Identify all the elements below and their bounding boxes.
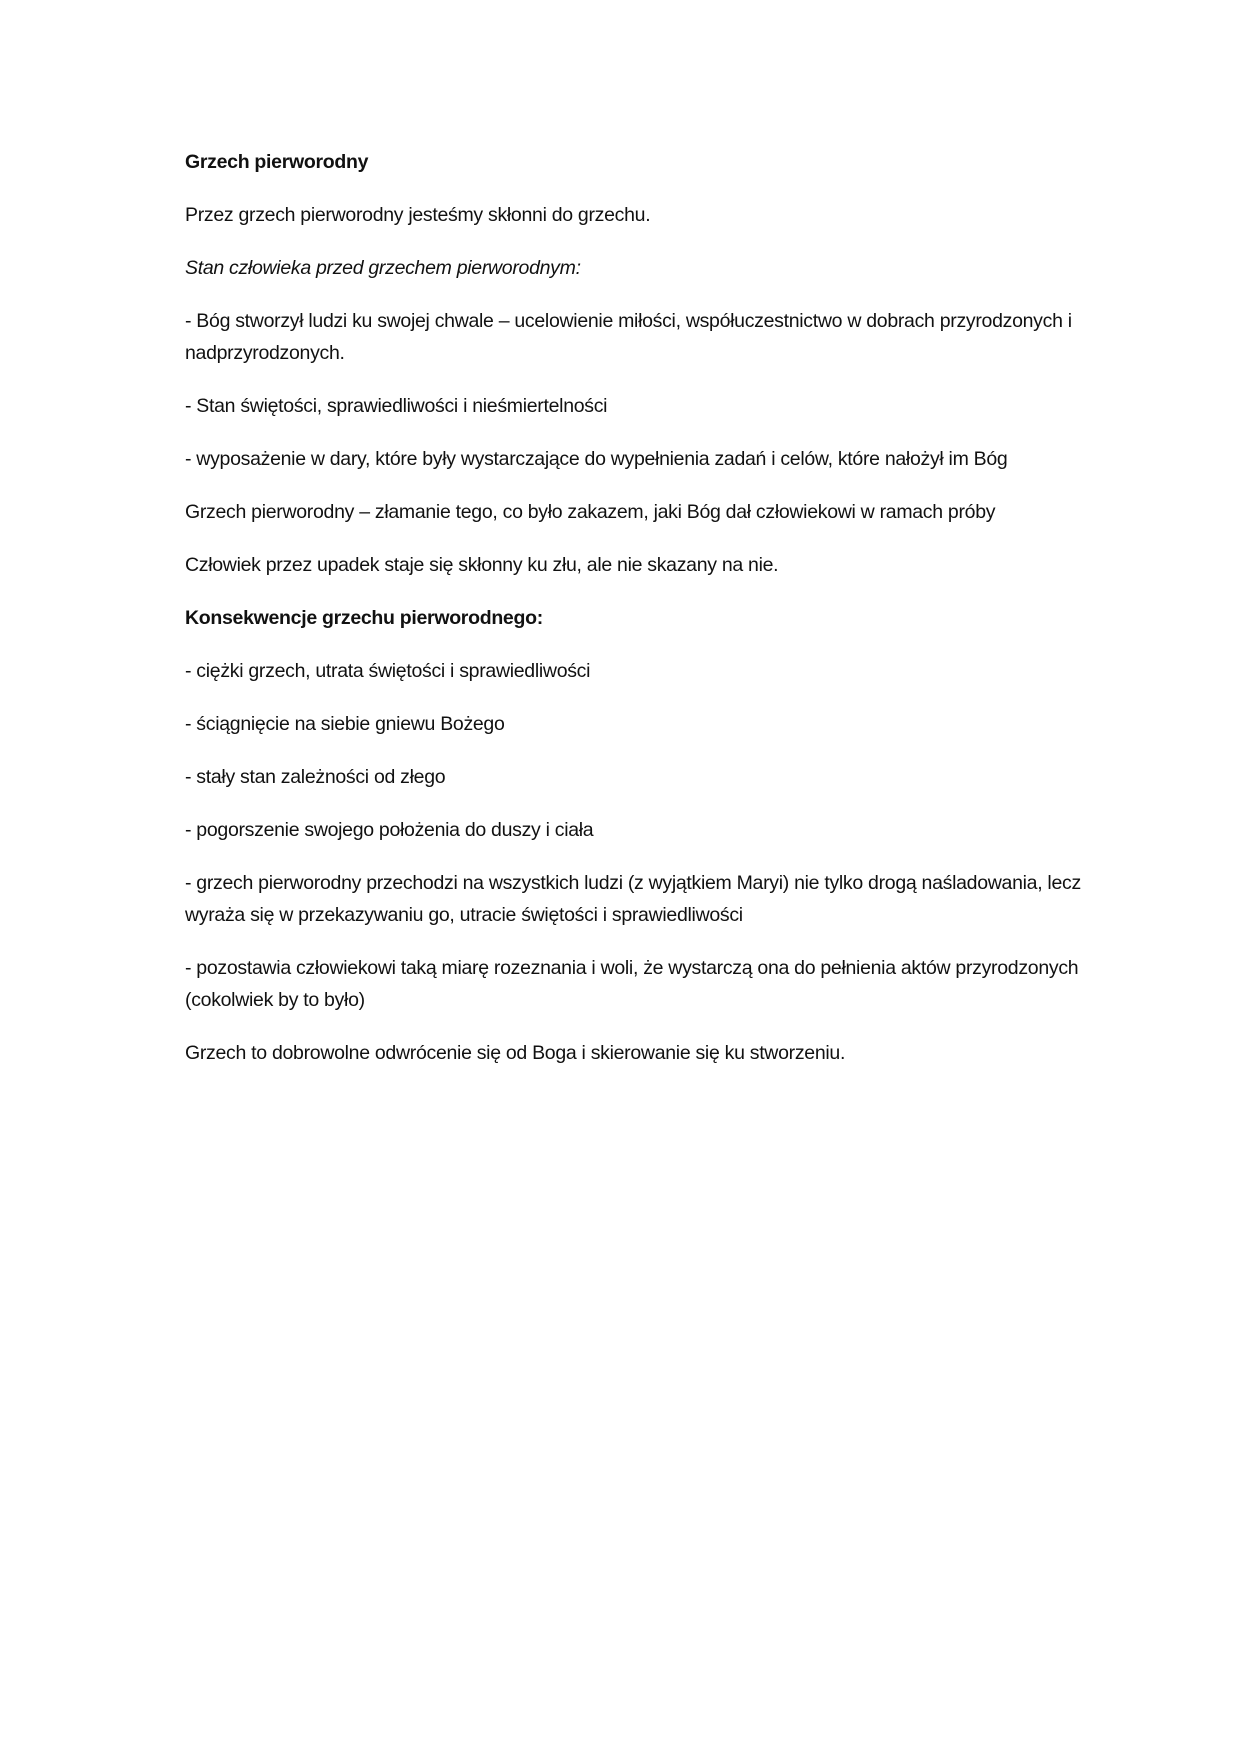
list-item: - wyposażenie w dary, które były wystarczające do wypełnienia zadań i celów, które nałożył im Bóg (185, 448, 1008, 470)
document-body (185, 146, 1085, 1090)
document-title: Grzech pierworodny (185, 151, 369, 173)
conclusion-paragraph: Grzech to dobrowolne odwrócenie się od Boga i skierowanie się ku stworzeniu. (185, 1042, 846, 1064)
section-heading-consequences: Konsekwencje grzechu pierworodnego: (185, 607, 543, 629)
list-item: - stały stan zależności od złego (185, 766, 446, 788)
list-item: - pozostawia człowiekowi taką miarę rozeznania i woli, że wystarczą ona do pełnienia aktów przyrodzonych (cokolwiek by to było) (185, 957, 1079, 1011)
list-item: - pogorszenie swojego położenia do duszy i ciała (185, 819, 594, 841)
list-item: - ciężki grzech, utrata świętości i sprawiedliwości (185, 660, 591, 682)
statement-paragraph: Człowiek przez upadek staje się skłonny ku złu, ale nie skazany na nie. (185, 554, 779, 576)
list-item: - Stan świętości, sprawiedliwości i nieśmiertelności (185, 395, 608, 417)
definition-paragraph: Grzech pierworodny – złamanie tego, co było zakazem, jaki Bóg dał człowiekowi w ramach próby (185, 501, 996, 523)
list-item: - grzech pierworodny przechodzi na wszystkich ludzi (z wyjątkiem Maryi) nie tylko drogą naśladowania, lecz wyraża się w przekazywaniu go, utracie świętości i sprawiedliwości (185, 872, 1081, 926)
intro-paragraph: Przez grzech pierworodny jesteśmy skłonni do grzechu. (185, 204, 651, 226)
section-heading-state-before-sin: Stan człowieka przed grzechem pierworodnym: (185, 257, 581, 279)
list-item: - Bóg stworzył ludzi ku swojej chwale – ucelowienie miłości, współuczestnictwo w dobrach przyrodzonych i nadprzyrodzonych. (185, 310, 1072, 364)
list-item: - ściągnięcie na siebie gniewu Bożego (185, 713, 505, 735)
